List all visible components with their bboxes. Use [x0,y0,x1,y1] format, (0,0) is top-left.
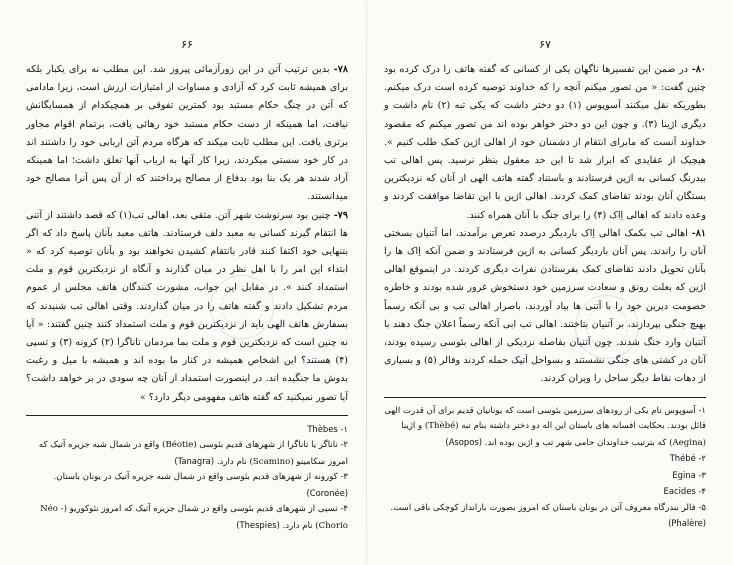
footnote-latin: Thèbes [307,423,338,434]
footnote [26,470,348,502]
footnote [384,484,706,501]
footnote-number: ۳- [340,472,348,483]
page-number: ۶۷ [539,38,551,51]
paragraph-number: ۸۰- [691,64,706,75]
footnote [384,468,706,485]
paragraph-text: در ضمن این تفسیرها ناگهان یکی از کسانی که گفته هاتف را درک کرده بود چنین گفت: « من تصور میکنم آنچه را که خداوند توصیه کرده است درک میکنم. بطوریکه نقل میکنند آسوپوس (۱) دو دختر داشت که یکی تبه (۲) نام داشت و دیگری اژینا (۳). و چون این دو دختر خواهر بوده اند من تصور میکنم که مقصود خداوند آنست که مابرای انتقام از دشمنان خود از اهالی اژین کمک طلب کنیم ». هیچیک از عقایدی که ابراز شد تا این حد معقول بنظر نرسید. پس اهالی تب بیدرنگ کسانی به اژین فرستادند و باستناد گفته هاتف الهی از آنان که نزدیکترین بستگان آنان بودند تقاضای کمک کردند. اهالی اژین با این تقاضا موافقت کردند و وعده دادند که اهالی اِاک (۴) را برای جنگ با آنان همراه کنند. [384,64,707,221]
main-text [384,61,706,389]
footnote-latin: Eacides [663,486,696,497]
footnote-latin: (Tanagra) [174,455,215,466]
paragraph [384,225,706,389]
footnote-text: تاناگر یا تاناگرا از شهرهای قدیم بئوسی (Béotie) واقع در شمال شبه جزیره آتیک که امروز سکامینو (Scamino) نام دارد. [38,440,348,467]
library-stamp-watermark [210,275,274,339]
footnote-latin: Egina [672,469,696,480]
paragraph-text: بدین ترتیب آتن در این زورآزمائی پیروز شد. این مطلب نه برای یکبار بلکه برای همیشه ثابت کرد که آزادی و مساوات از امتیازات ارزش است، زیرا مادامی که آتن در چنگ حکام مستبد بود کمترین تفوقی بر همچیکدام از همسایگانش نیافت، اما همینکه از دست حکام مستبد خود رهائی یافت، برتمام اقوام مجاور برتری یافت. این مطلب ثابت میکند که هرگاه مردم آتن اربابی خود را داشتند اند در کار خود سستی میکردند، زیرا کار آنها به ارباب آنها تعلق داشت؛ اما همینکه آزاد شدند هر یک بنا بود بدفاع از مصالح پرداختند که از آن پس آنرا مصالح خود میدانستند. [26,64,348,203]
paragraph [26,207,348,407]
footnote [384,451,706,468]
page-number: ۶۶ [181,38,193,51]
footnote [384,404,706,452]
right-page [366,0,732,565]
footnote-divider [384,397,706,398]
footnote-number: ۳- [698,470,706,481]
footnote [26,438,348,470]
footnote-number: ۲- [340,440,348,451]
footnote-number: ۲- [698,454,706,465]
footnote-latin: (Asopos) [445,436,482,447]
footnote-text: فالر بندرگاه معروف آتن در یونان باستان که امروز بصورت بارانداز کوچکی باقی است. [390,502,696,513]
paragraph-number: ۷۹- [333,209,348,221]
paragraph [26,61,348,207]
footnote-text: تسپی از شهرهای قدیم بئوسی واقع در شمال جزیره آتیک که امروز نئوکوریو (Néo - Chorio) نام دارد. [40,504,348,531]
footnote-number: ۴- [340,504,348,515]
footnote-latin: Thébé [669,453,696,464]
footnote-text: آسوپوس نام یکی از رودهای سرزمین بئوسی است که یونانیان قدیم برای آن قدرت الهی قائل بودند. بحکایت افسانه های باستان این اله دو دختر داشته بنام تبه (Thèbé) و اژینا (Aegina) که بترتیب خداوندان حامی شهر تب و اژین بوده اند. [384,405,706,448]
paragraph-number: ۷۸- [333,64,348,75]
footnote-latin: (Phalère) [668,518,706,529]
footnote-number: ۴- [698,487,706,498]
footnote [26,502,348,534]
footnote-number: ۱- [340,424,348,435]
paragraph-number: ۸۱- [691,227,706,239]
left-page [0,0,366,565]
footnote-number: ۱- [698,405,706,416]
footnote-number: ۵- [698,502,706,513]
footnotes [26,422,348,535]
paragraph-text: چنین بود سرنوشت شهر آتن. متقی بعد، اهالی تب(۱) که قصد داشتند از آتنی ها انتقام گیرند کسانی به معبد دلف فرستادند. هاتف معبد بآنان پاسخ داد که اگر بتنهایی خود اکتفا کنند قادر بانتقام کشیدن نخواهند بود و بآنان توصیه کرد که « ابتداء این امر را با اهل نظر در میان گذارند و آنگاه از نزدیکترین قوم و ملت استمداد کنند ». در مقابل این جواب، مشورت کنندگان هاتف مجلس از عموم مردم تشکیل دادند و گفته هاتف را در میان گذاردند. وقتی اهالی تب شنیدند که بسفارش هاتف الهی باید از نزدیکترین قوم و ملت استمداد کنند چنین گفتند: « آیا نه چنین است که نزدیکترین قوم و ملت بما مردمان تاناگرا (۲) کرونه (۳) و تسپی (۴) هستند؟ این اشخاص همیشه در کنار ما بوده اند و همیشه با میل و رغبت بدوش ما جنگیده اند. در اینصورت استمداد از آنان چه سودی در بر خواهد داشت؟ آیا تصور نمیکنید که گفته هاتف مفهومی دیگر دارد؟ » [26,209,348,403]
footnote-text: کورونه از شهرهای قدیم بئوسی واقع در شمال شبه جزیره آتیک در یونان باستان. [53,472,338,483]
footnote-divider [26,415,348,416]
library-stamp-watermark [575,295,639,359]
paragraph [384,61,706,225]
footnote [26,422,348,439]
footnote [384,501,706,533]
paragraph-text: اهالی تب بکمک اهالی اِاک باردیگر درصدد تعرض برآمدند، اما آتنیان بسختی آنان را راندند. پس آنان باردیگر کسانی به اژین فرستادند و ضمن آنکه اِاک ها را بآنان تحویل دادند تقاضای کمک بفرستادن نفرات دیگری کردند. در اینموقع اهالی اژین که بعلت رونق و سعادت سرزمین خود دستخوش غرور شده بودند و خاطره خصومت دیرین خود را با آتنی ها بیاد آوردند، باصرار اهالی تب و بی آنکه رسماً بهیچ جنگی بپردازند، بر آتنیان بتاختند. اهالی تب ابی آنکه رسماً اعلان جنگ دهند با آتنیان وارد جنگ شدند. چون آتنیان بفاصله نزدیکی از اهالی بئوسی رسیده بودند، آنان در کشتی های جنگی نشستند و بسواحل آتیک حمله کردند وفالر (۵) و بسیاری از دهات نقاط دیگر ساحل را ویران کردند. [384,227,706,385]
footnotes [384,404,706,533]
main-text [26,61,348,407]
footnote-latin: (Thespies) [236,519,280,530]
footnote-latin: (Coronée) [306,487,348,498]
